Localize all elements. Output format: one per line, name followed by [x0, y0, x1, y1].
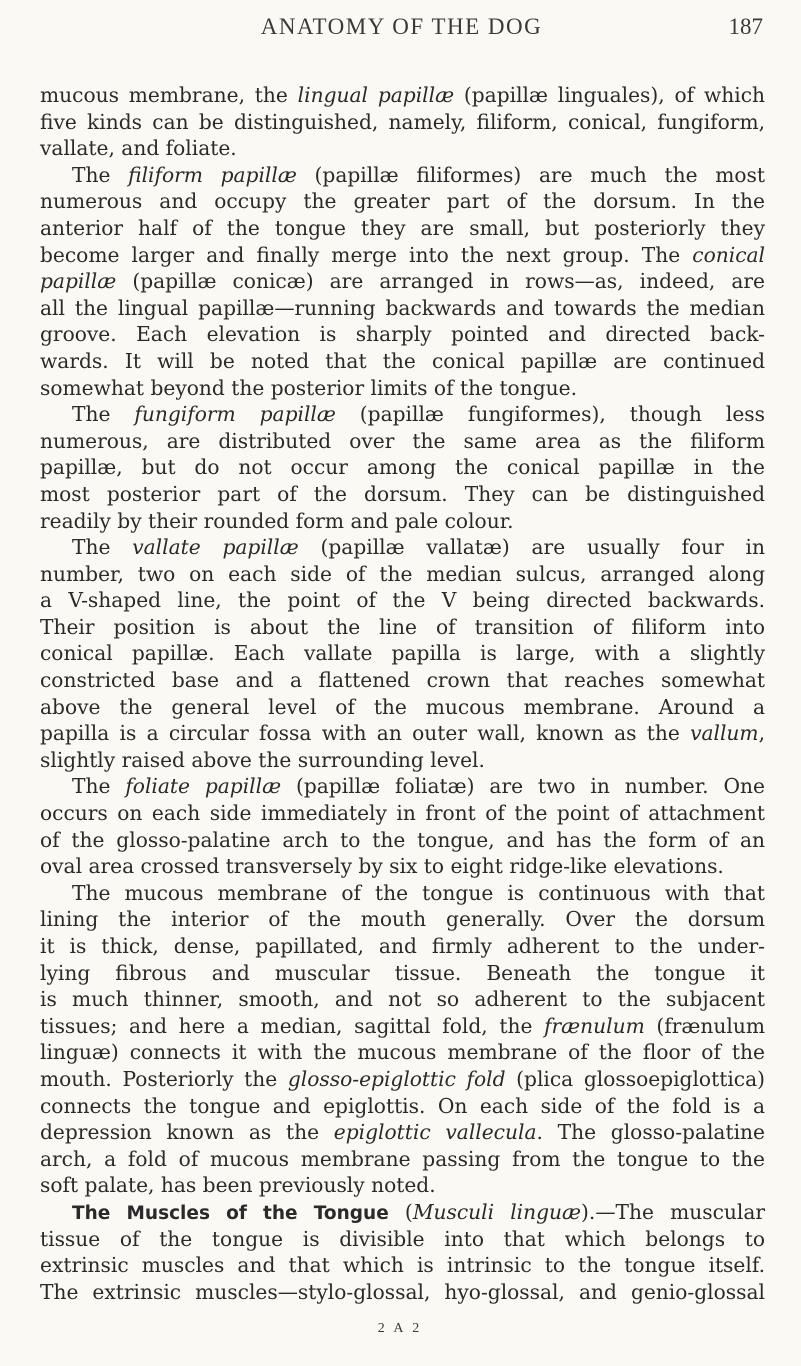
- text-run: conical papillæ. Each vallate papilla is large, with a slightly: [40, 641, 765, 666]
- text-line: [40, 348, 765, 375]
- body-text: [40, 82, 765, 1305]
- text-line: [40, 1066, 765, 1093]
- text-run: . The glosso-palatine: [536, 1120, 765, 1145]
- text-line: [40, 880, 765, 907]
- text-line: [40, 561, 765, 588]
- text-run: mouth. Posteriorly the: [40, 1066, 288, 1091]
- italic-term: epiglottic vallecula: [333, 1120, 537, 1145]
- text-run: depression known as the: [40, 1120, 334, 1145]
- text-run: all the lingual papillæ—running backwards and towards the median: [40, 295, 765, 320]
- page-number: 187: [728, 14, 763, 39]
- text-run: slightly raised above the surrounding level.: [40, 747, 485, 772]
- text-line: [40, 375, 765, 402]
- text-run: it is thick, dense, papillated, and firmly adherent to the under-: [40, 934, 765, 958]
- text-line: [40, 428, 765, 455]
- text-run: (papillæ linguales), of which: [454, 83, 765, 107]
- text-run: extrinsic muscles and that which is intrinsic to the tongue itself.: [40, 1253, 765, 1278]
- section-heading: The Muscles of the Tongue: [72, 1202, 389, 1224]
- italic-term: lingual papillæ: [297, 83, 455, 107]
- text-line: [40, 1226, 765, 1253]
- text-line: [40, 1279, 765, 1306]
- text-run: The: [72, 535, 133, 560]
- text-run: is much thinner, smooth, and not so adherent to the subjacent: [40, 987, 765, 1012]
- text-line: [40, 162, 765, 189]
- text-line: [40, 1039, 765, 1066]
- text-run: constricted base and a flattened crown that reaches somewhat: [40, 668, 765, 693]
- text-run: The: [72, 402, 135, 427]
- text-line: [40, 401, 765, 428]
- text-run: above the general level of the mucous membrane. Around a: [40, 694, 765, 719]
- text-run: (papillæ vallatæ) are usually four in: [298, 535, 765, 560]
- text-run: lining the interior of the mouth generally. Over the dorsum: [40, 907, 765, 932]
- text-run: anterior half of the tongue they are small, but posteriorly they: [40, 215, 765, 240]
- text-line: [40, 1146, 765, 1173]
- text-run: The: [72, 162, 129, 187]
- text-run: (frænulum: [644, 1013, 765, 1038]
- text-line: [40, 720, 765, 747]
- text-run: of the glosso-palatine arch to the tongue, and has the form of an: [40, 827, 765, 852]
- text-run: readily by their rounded form and pale colour.: [40, 508, 514, 533]
- text-run: oval area crossed transversely by six to eight ridge-like elevations.: [40, 854, 724, 879]
- text-run: a V-shaped line, the point of the V being directed backwards.: [40, 588, 765, 613]
- text-line: [40, 667, 765, 694]
- text-run: become larger and finally merge into the next group. The: [40, 242, 693, 267]
- text-run: somewhat beyond the posterior limits of the tongue.: [40, 375, 577, 400]
- page-header: [40, 8, 763, 48]
- text-line: [40, 906, 765, 933]
- text-line: [40, 215, 765, 242]
- text-run: arch, a fold of mucous membrane passing from the tongue to the: [40, 1146, 765, 1171]
- text-line: [40, 242, 765, 269]
- text-run: numerous and occupy the greater part of the dorsum. In the: [40, 189, 765, 214]
- italic-term: glosso-epiglottic fold: [287, 1066, 506, 1091]
- text-line: [40, 1093, 765, 1120]
- text-line: [40, 268, 765, 295]
- text-line: [40, 694, 765, 721]
- text-line: [40, 773, 765, 800]
- text-line: [40, 1013, 765, 1040]
- text-run: ).—The muscular: [581, 1199, 766, 1224]
- italic-term: filiform papillæ: [128, 162, 297, 187]
- text-line: [40, 135, 765, 162]
- text-run: number, two on each side of the median sulcus, arranged along: [40, 561, 765, 586]
- text-line: [40, 481, 765, 508]
- italic-term: foliate papillæ: [125, 774, 282, 799]
- text-line: [40, 508, 765, 535]
- italic-term: Musculi linguæ: [412, 1199, 582, 1224]
- text-run: most posterior part of the dorsum. They can be distinguished: [40, 481, 765, 506]
- text-line: [40, 933, 765, 960]
- text-run: (papillæ fungiformes), though less: [335, 402, 765, 427]
- text-line: [40, 534, 765, 561]
- text-line: [40, 188, 765, 215]
- text-run: soft palate, has been previously noted.: [40, 1173, 436, 1198]
- text-run: linguæ) connects it with the mucous membrane of the floor of the: [40, 1040, 765, 1065]
- text-run: (: [388, 1199, 413, 1224]
- text-run: (plica glossoepiglottica): [505, 1066, 765, 1091]
- text-run: numerous, are distributed over the same area as the filiform: [40, 428, 765, 453]
- text-line: [40, 1199, 765, 1226]
- text-line: [40, 800, 765, 827]
- text-run: papillæ, but do not occur among the conical papillæ in the: [40, 455, 765, 480]
- text-run: (papillæ conicæ) are arranged in rows—as, indeed, are: [116, 269, 765, 294]
- text-run: The: [72, 774, 126, 799]
- text-run: (papillæ foliatæ) are two in number. One: [281, 774, 765, 799]
- text-run: groove. Each elevation is sharply pointed and directed back-: [40, 322, 765, 347]
- text-run: (papillæ filiformes) are much the most: [296, 162, 765, 187]
- printer-signature: 2 A 2: [377, 1321, 423, 1336]
- text-run: lying fibrous and muscular tissue. Beneath the tongue it: [40, 960, 765, 985]
- text-run: mucous membrane, the: [40, 83, 298, 107]
- italic-term: vallum: [690, 721, 759, 746]
- text-run: papilla is a circular fossa with an outer wall, known as the: [40, 721, 691, 746]
- italic-term: fungiform papillæ: [134, 402, 336, 427]
- text-run: Their position is about the line of transition of filiform into: [40, 614, 765, 639]
- text-line: [40, 295, 765, 322]
- text-run: occurs on each side immediately in front of the point of attachment: [40, 801, 765, 826]
- text-line: [40, 640, 765, 667]
- italic-term: vallate papillæ: [132, 535, 299, 560]
- text-line: [40, 614, 765, 641]
- text-line: [40, 827, 765, 854]
- text-run: The extrinsic muscles—stylo-glossal, hyo-glossal, and genio-glossal: [40, 1279, 765, 1304]
- text-run: connects the tongue and epiglottis. On each side of the fold is a: [40, 1093, 765, 1118]
- text-line: [40, 986, 765, 1013]
- italic-term: papillæ: [40, 269, 117, 294]
- text-run: tissue of the tongue is divisible into that which belongs to: [40, 1226, 765, 1251]
- text-line: [40, 747, 765, 774]
- running-title: ANATOMY OF THE DOG: [260, 14, 543, 39]
- text-run: wards. It will be noted that the conical papillæ are continued: [40, 348, 765, 373]
- text-line: [40, 960, 765, 987]
- text-line: [40, 587, 765, 614]
- text-line: [40, 853, 765, 880]
- text-line: [40, 1119, 765, 1146]
- text-line: [40, 109, 765, 136]
- text-run: tissues; and here a median, sagittal fold, the: [40, 1013, 545, 1038]
- text-line: [40, 82, 765, 109]
- italic-term: conical: [692, 242, 765, 267]
- text-run: The mucous membrane of the tongue is continuous with that: [72, 880, 765, 905]
- text-run: vallate, and foliate.: [40, 136, 237, 161]
- italic-term: frænulum: [544, 1013, 645, 1038]
- text-run: ,: [758, 721, 765, 746]
- text-line: [40, 321, 765, 348]
- text-line: [40, 454, 765, 481]
- text-line: [40, 1252, 765, 1279]
- text-line: [40, 1172, 765, 1199]
- text-run: five kinds can be distinguished, namely, filiform, conical, fungiform,: [40, 109, 765, 134]
